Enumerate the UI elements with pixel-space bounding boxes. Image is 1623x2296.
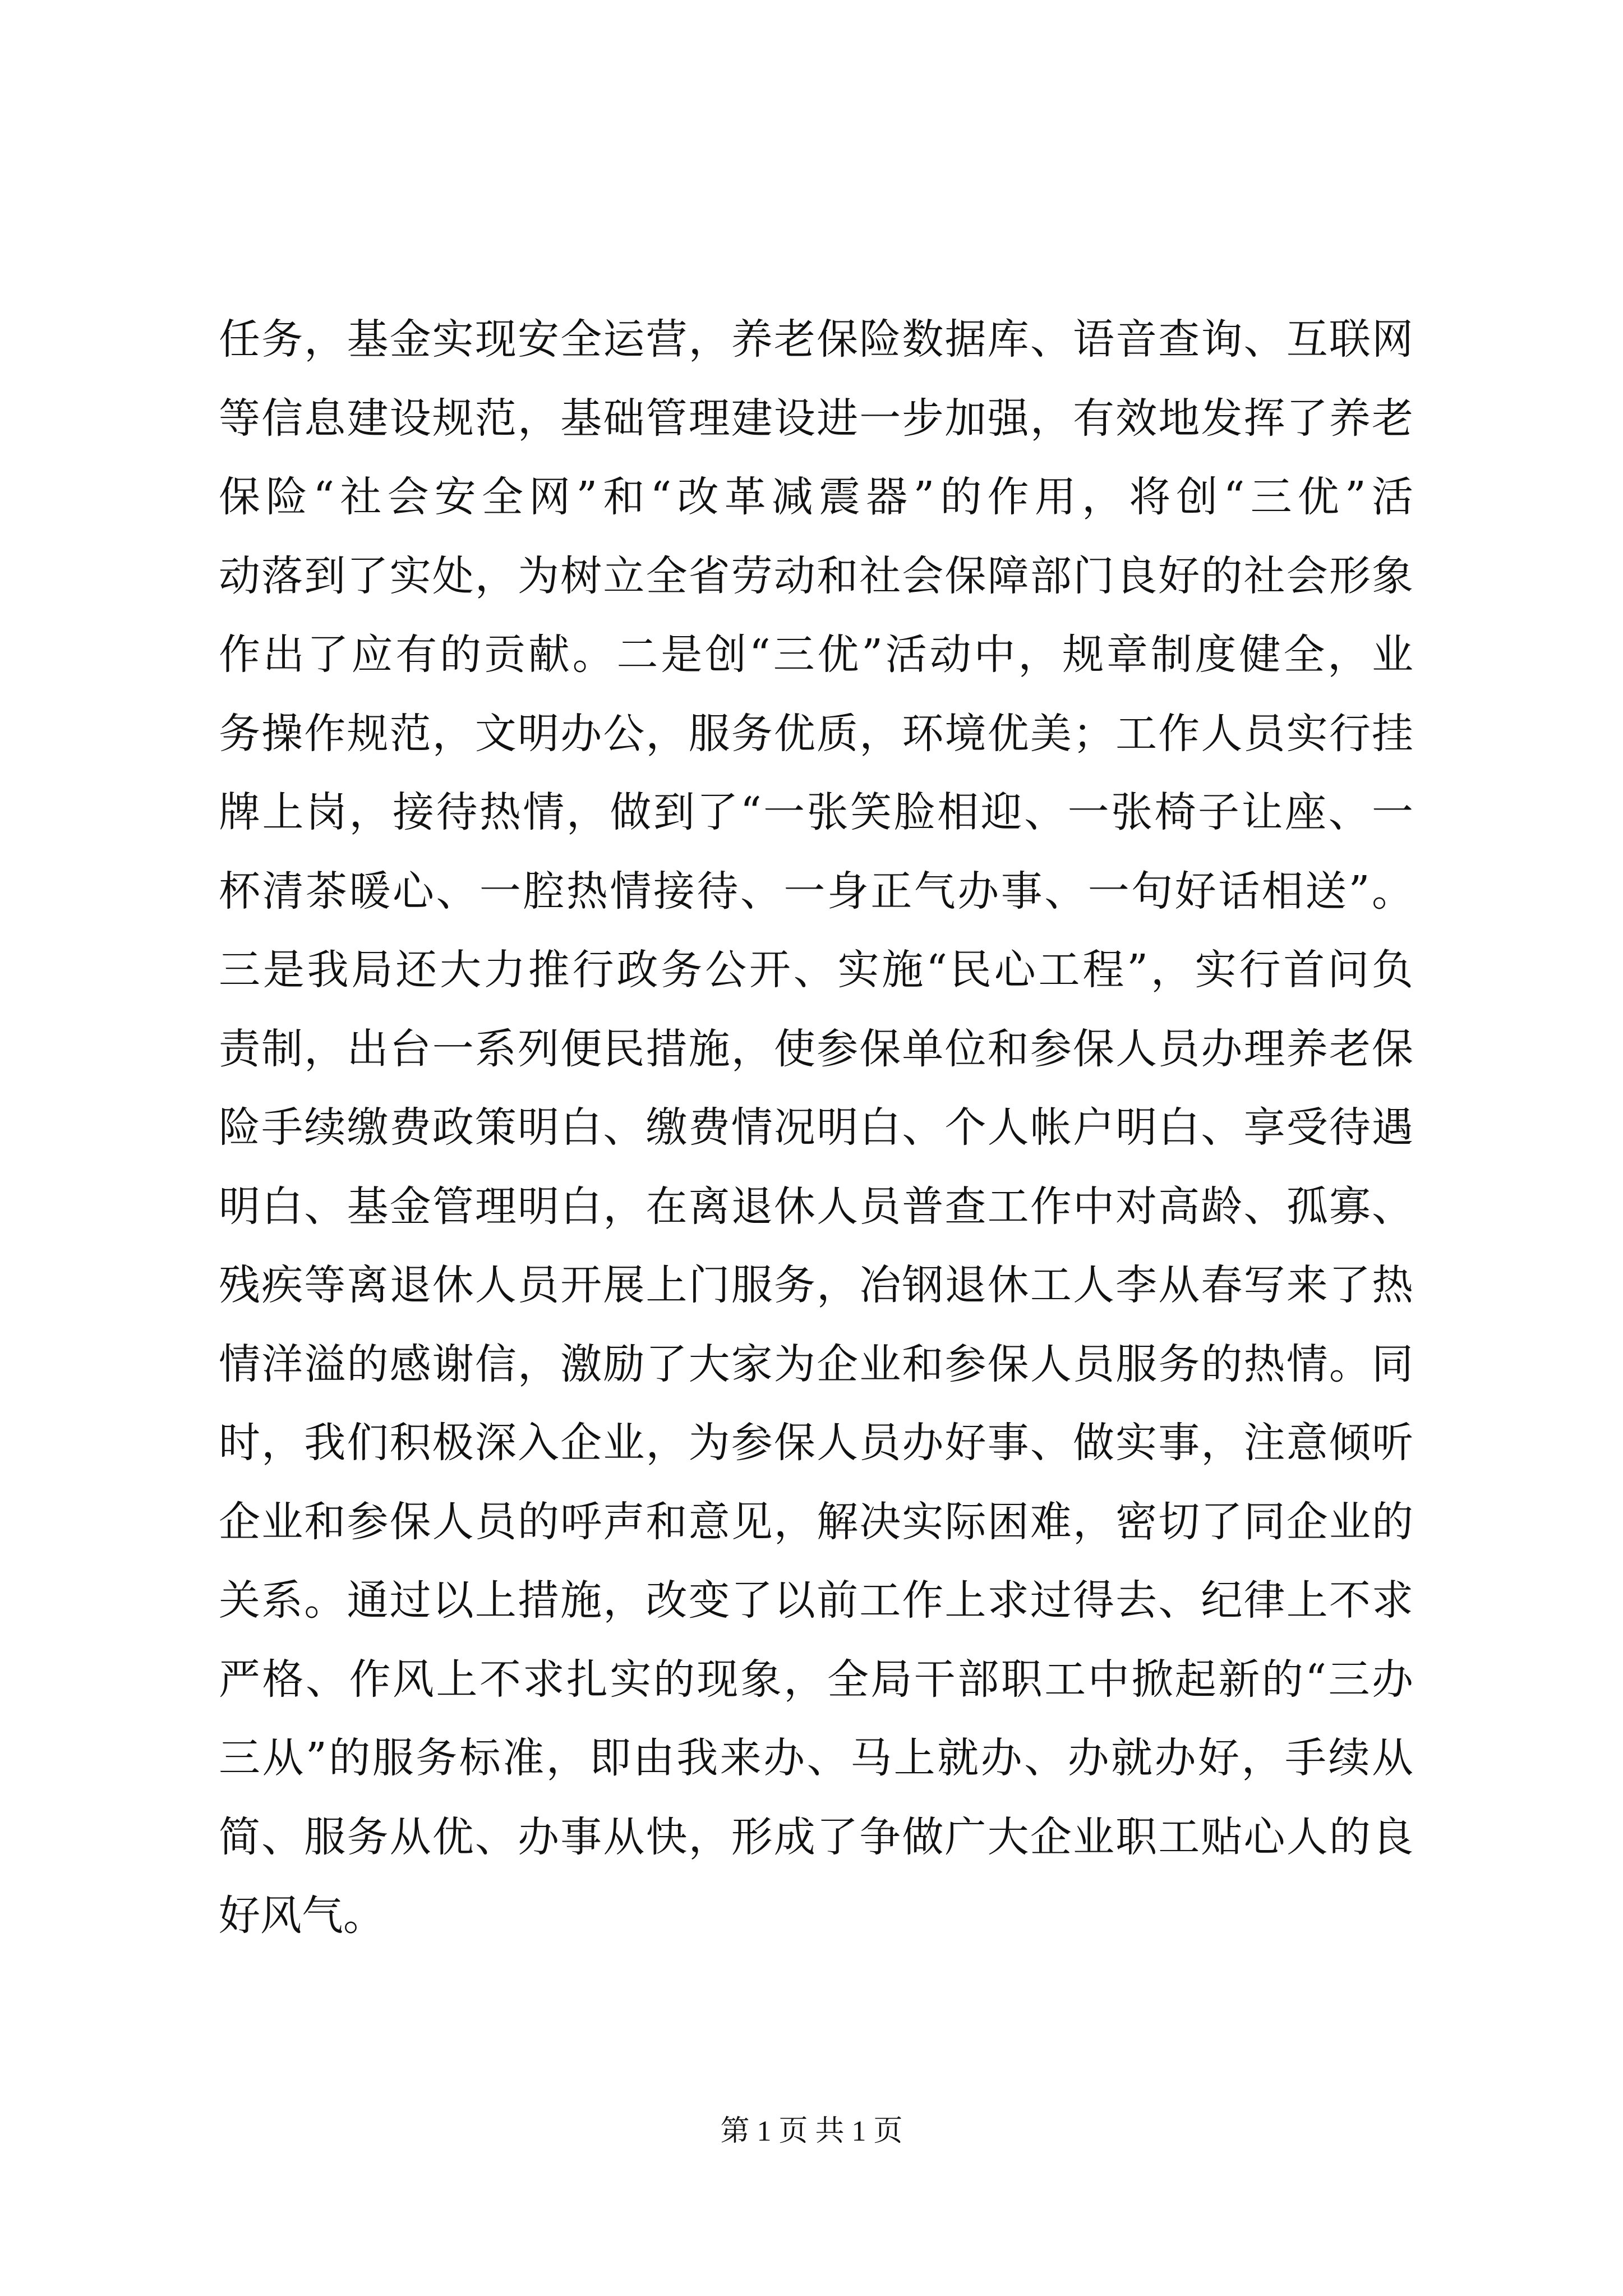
text-line: 企业和参保人员的呼声和意见，解决实际困难，密切了同企业的 [219,1497,1413,1546]
text-line: 等信息建设规范，基础管理建设进一步加强，有效地发挥了养老 [219,394,1413,443]
text-line: 责制，出台一系列便民措施，使参保单位和参保人员办理养老保 [219,1024,1413,1073]
text-line: 残疾等离退休人员开展上门服务，冶钢退休工人李从春写来了热 [219,1261,1413,1309]
text-line: 简、服务从优、办事从快，形成了争做广大企业职工贴心人的良 [219,1812,1413,1861]
text-line: 动落到了实处，为树立全省劳动和社会保障部门良好的社会形象 [219,551,1413,600]
text-line: 保险“社会安全网”和“改革减震器”的作用，将创“三优”活 [219,473,1413,521]
text-line: 牌上岗，接待热情，做到了“一张笑脸相迎、一张椅子让座、一 [219,788,1413,836]
text-line: 严格、作风上不求扎实的现象，全局干部职工中掀起新的“三办 [219,1655,1413,1704]
text-line: 情洋溢的感谢信，激励了大家为企业和参保人员服务的热情。同 [219,1340,1413,1388]
text-line: 任务，基金实现安全运营，养老保险数据库、语音查询、互联网 [219,315,1413,364]
body-paragraph [219,300,1413,1955]
text-line: 险手续缴费政策明白、缴费情况明白、个人帐户明白、享受待遇 [219,1103,1413,1152]
text-line: 好风气。 [219,1892,385,1940]
page-number: 第 1 页 共 1 页 [720,2115,903,2147]
text-line: 明白、基金管理明白，在离退休人员普查工作中对高龄、孤寡、 [219,1182,1413,1231]
text-line: 务操作规范，文明办公，服务优质，环境优美；工作人员实行挂 [219,709,1413,758]
text-line: 三从”的服务标准，即由我来办、马上就办、办就办好，手续从 [219,1734,1413,1782]
text-line: 时，我们积极深入企业，为参保人员办好事、做实事，注意倾听 [219,1419,1413,1467]
text-line: 三是我局还大力推行政务公开、实施“民心工程”，实行首问负 [219,946,1413,994]
text-line: 杯清茶暖心、一腔热情接待、一身正气办事、一句好话相送”。 [219,867,1413,915]
text-line: 作出了应有的贡献。二是创“三优”活动中，规章制度健全，业 [219,631,1413,679]
text-line: 关系。通过以上措施，改变了以前工作上求过得去、纪律上不求 [219,1576,1413,1625]
